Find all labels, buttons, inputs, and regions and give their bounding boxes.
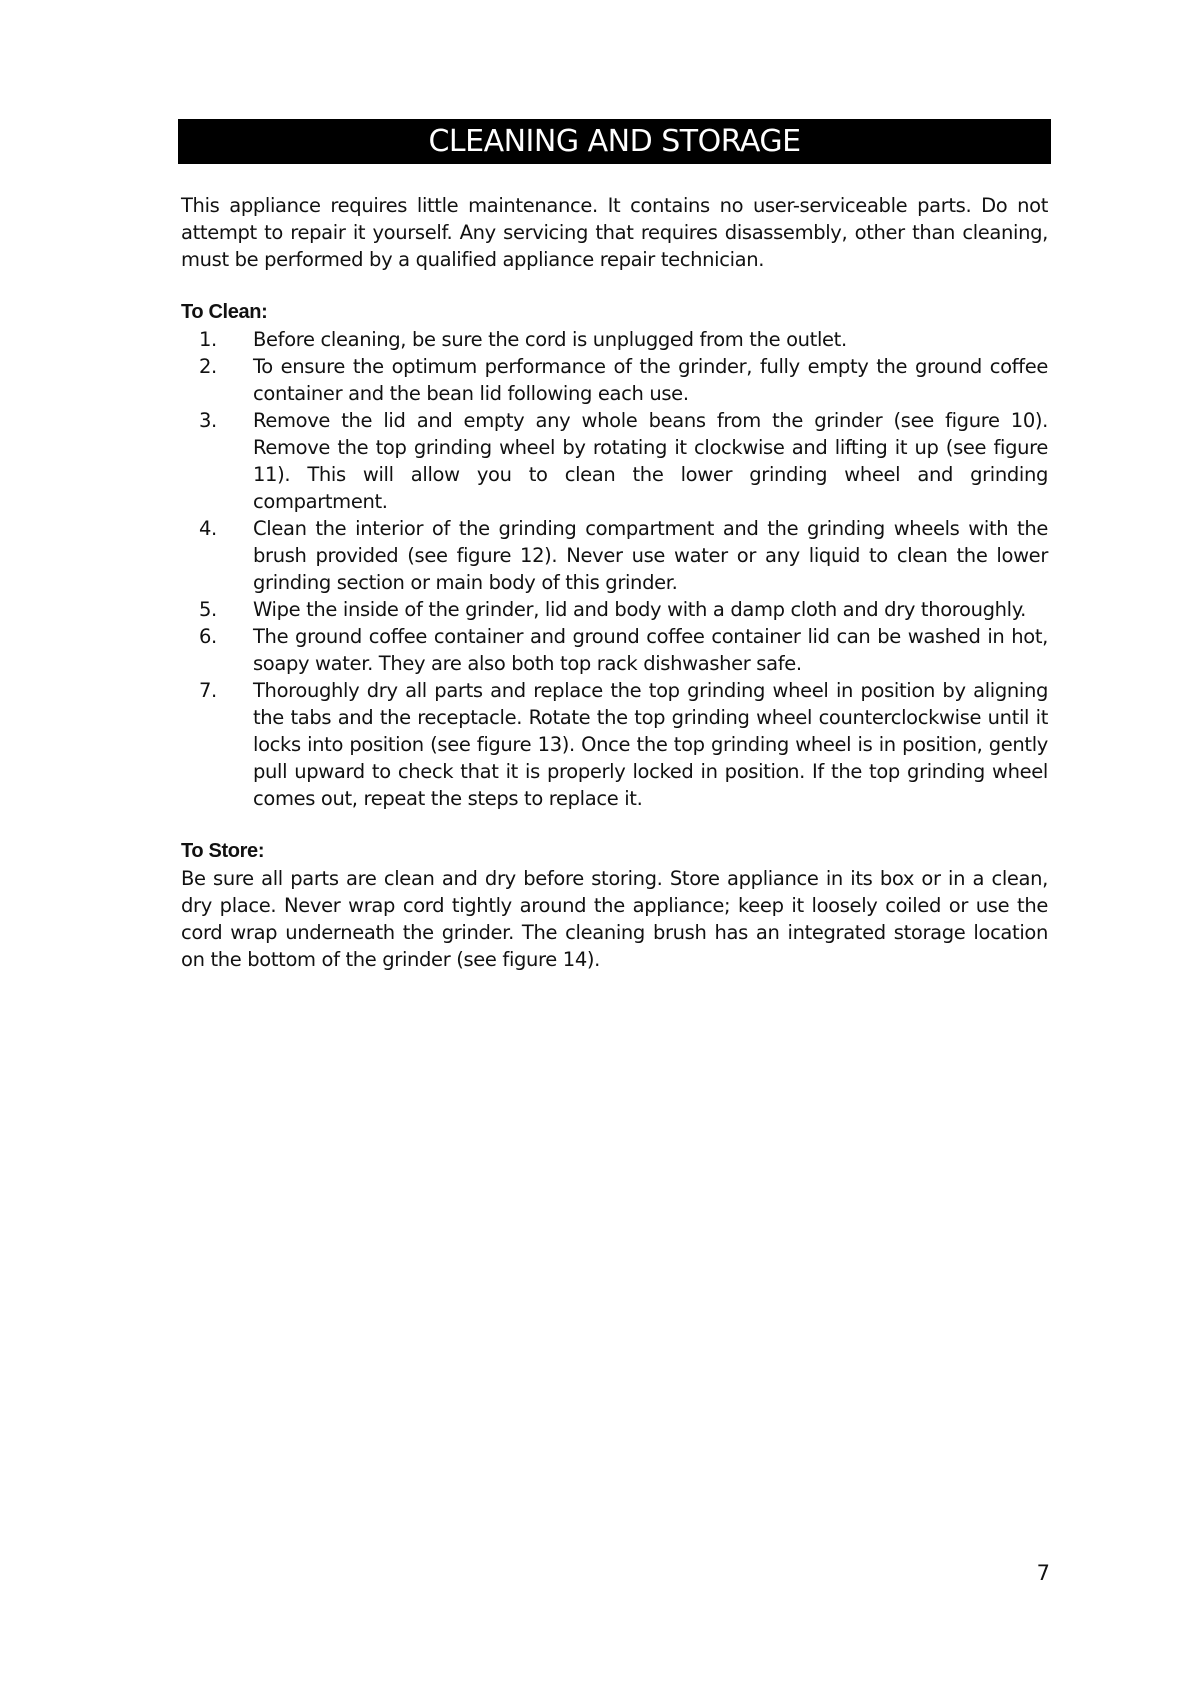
list-item [181,515,1048,596]
list-item [181,677,1048,812]
section-title [178,119,1051,164]
section-title-text: CLEANING AND STORAGE [428,124,801,159]
list-item [181,326,1048,353]
step-number: 7. [199,679,217,702]
list-item [181,623,1048,677]
step-number: 4. [199,517,217,540]
step-text: The ground coffee container and ground coffee container lid can be washed in hot, soapy water. They are also both top rack dishwasher safe. [253,625,1048,675]
list-item [181,596,1048,623]
step-number: 6. [199,625,217,648]
step-number: 2. [199,355,217,378]
step-text: To ensure the optimum performance of the grinder, fully empty the ground coffee container and the bean lid following each use. [253,355,1048,405]
store-heading: To Store: [181,840,265,862]
list-item [181,407,1048,515]
intro-paragraph: This appliance requires little maintenance. It contains no user-serviceable parts. Do not attempt to repair it yourself. Any servicing that requires disassembly, other than cleaning, must be performed by a qualified appliance repair technician. [181,194,1048,271]
list-item [181,353,1048,407]
page-number: 7 [1036,1561,1050,1585]
step-text: Wipe the inside of the grinder, lid and body with a damp cloth and dry thoroughly. [253,598,1026,621]
step-text: Remove the lid and empty any whole beans from the grinder (see figure 10). Remove the top grinding wheel by rotating it clockwise and lifting it up (see figure 11). This will allow you to clean the lower grinding wheel and grinding compartment. [253,409,1048,513]
clean-heading: To Clean: [181,301,268,323]
step-text: Thoroughly dry all parts and replace the top grinding wheel in position by aligning the tabs and the receptacle. Rotate the top grinding wheel counterclockwise until it locks into position (see figure 13). Once the top grinding wheel is in position, gently pull upward to check that it is properly locked in position. If the top grinding wheel comes out, repeat the steps to replace it. [253,679,1048,810]
clean-steps-list [181,326,1048,812]
content-body [181,192,1048,973]
step-text: Before cleaning, be sure the cord is unplugged from the outlet. [253,328,847,351]
step-text: Clean the interior of the grinding compartment and the grinding wheels with the brush provided (see figure 12). Never use water or any liquid to clean the lower grinding section or main body of this grinder. [253,517,1048,594]
step-number: 3. [199,409,217,432]
step-number: 1. [199,328,217,351]
step-number: 5. [199,598,217,621]
store-paragraph: Be sure all parts are clean and dry before storing. Store appliance in its box or in a clean, dry place. Never wrap cord tightly around the appliance; keep it loosely coiled or use the cord wrap underneath the grinder. The cleaning brush has an integrated storage location on the bottom of the grinder (see figure 14). [181,867,1048,971]
